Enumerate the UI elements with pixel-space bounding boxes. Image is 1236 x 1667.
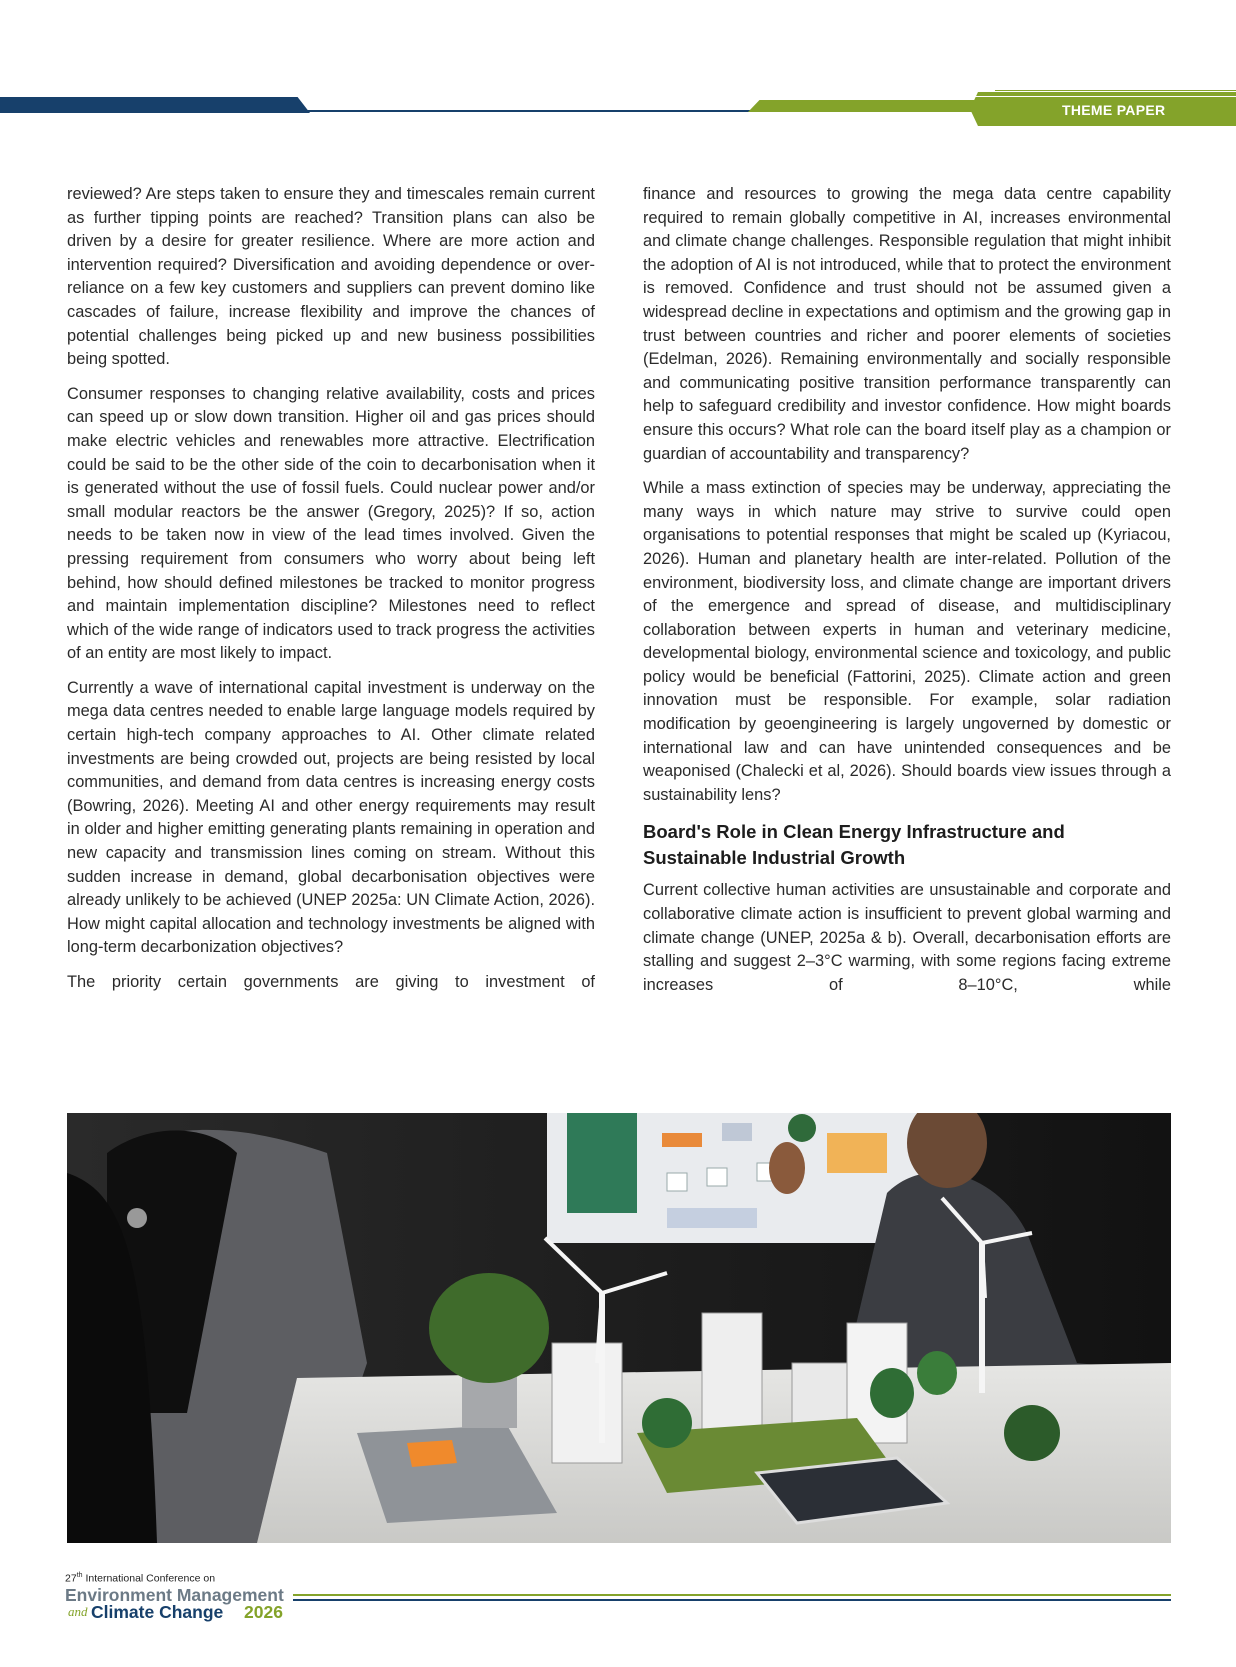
footer-conference-line xyxy=(65,1572,215,1585)
header-green-rule xyxy=(995,90,1236,91)
footer-edition-suffix: th xyxy=(76,1572,83,1579)
footer-green-rule xyxy=(293,1594,1171,1596)
header-green-bar xyxy=(748,100,978,112)
paragraph: Current collective human activities are unsustainable and corporate and collaborative climate action is insufficient to prevent global warming and climate change (UNEP, 2025a & b). Overall, decarbonisation efforts are stalling and suggest 2–3°C warming, with some regions facing extreme increases of 8–10°C, while xyxy=(643,881,1171,994)
footer-edition: 27 xyxy=(65,1572,77,1585)
header-tab-highlight xyxy=(974,96,1236,97)
left-column xyxy=(67,183,595,1006)
footer-and: and xyxy=(68,1604,88,1619)
footer-navy-rule xyxy=(293,1599,1171,1601)
header-navy-bar xyxy=(0,97,310,113)
paragraph: While a mass extinction of species may be underway, appreciating the many ways in which nature may strive to survive could open organisations to potential responses that might be scaled up (Kyriacou, 2026). Human and planetary health are inter-related. Pollution of the environment, biodiversity loss, and climate change are important drivers of the emergence and spread of disease, and multidisciplinary collaboration between experts in human and veterinary medicine, developmental biology, environmental science and toxicology, and public policy would be beneficial (Fattorini, 2025). Climate action and green innovation must be responsible. For example, solar radiation modification by geoengineering is largely ungoverned by domestic or international law and can have unintended consequences and be weaponised (Chalecki et al, 2026). Should boards view issues through a sustainability lens? xyxy=(643,479,1171,804)
paragraph: Currently a wave of international capital investment is underway on the mega data centres needed to enable large language models required by certain high-tech company approaches to AI. Other climate related investments are being crowded out, projects are being resisted by local communities, and demand from data centres is increasing energy costs (Bowring, 2026). Meeting AI and other energy requirements may result in older and higher emitting generating plants remaining in operation and new capacity and transmission lines coming on stream. Without this sudden increase in demand, global decarbonisation objectives were already unlikely to be achieved (UNEP 2025a: UN Climate Action, 2026). How might capital allocation and technology investments be aligned with long-term decarbonization objectives? xyxy=(67,678,595,957)
paragraph: reviewed? Are steps taken to ensure they and timescales remain current as further tipping points are reached? Transition plans can also be driven by a desire for greater resilience. Where are more action and intervention required? Diversification and avoiding dependence or over-reliance on a few key customers and suppliers can prevent domino like cascades of failure, increase flexibility and improve the chances of potential challenges being picked up and new business possibilities being spotted. xyxy=(67,185,595,369)
section-label: THEME PAPER xyxy=(1062,102,1166,118)
right-column xyxy=(643,183,1171,1008)
footer-conference-text: International Conference on xyxy=(85,1572,216,1585)
boardroom-photo xyxy=(67,1113,1171,1543)
footer-year: 2026 xyxy=(244,1602,283,1622)
paragraph: Consumer responses to changing relative availability, costs and prices can speed up or slow down transition. Higher oil and gas prices should make electric vehicles and renewables more attractive. Electrification could be said to be the other side of the coin to decarbonisation when it is generated without the use of fossil fuels. Could nuclear power and/or small modular reactors be the answer (Gregory, 2025)? If so, action needs to be taken now in view of the lead times involved. Given the pressing requirement from consumers who worry about being left behind, how should defined milestones be tracked to monitor progress and maintain implementation discipline? Milestones need to reflect which of the wide range of indicators used to track progress the activities of an entity are most likely to impact. xyxy=(67,384,595,663)
section-heading: Board's Role in Clean Energy Infrastructure and Sustainable Industrial Growth xyxy=(643,821,1065,869)
paragraph: The priority certain governments are giving to investment of xyxy=(67,973,595,991)
paragraph: finance and resources to growing the mega data centre capability required to remain globally competitive in AI, increases environmental and climate change challenges. Responsible regulation that might inhibit the adoption of AI is not introduced, while that to protect the environment is removed. Confidence and trust should not be assumed given a widespread decline in expectations and optimism and the growing gap in trust between countries and richer and poorer elements of societies (Edelman, 2026). Remaining environmentally and socially responsible and communicating positive transition performance transparently can help to safeguard credibility and investor confidence. How might boards ensure this occurs? What role can the board itself play as a champion or guardian of accountability and transparency? xyxy=(643,185,1171,463)
footer-title-line2: Climate Change xyxy=(91,1602,224,1622)
footer-title-line1: Environment Management xyxy=(65,1585,284,1605)
